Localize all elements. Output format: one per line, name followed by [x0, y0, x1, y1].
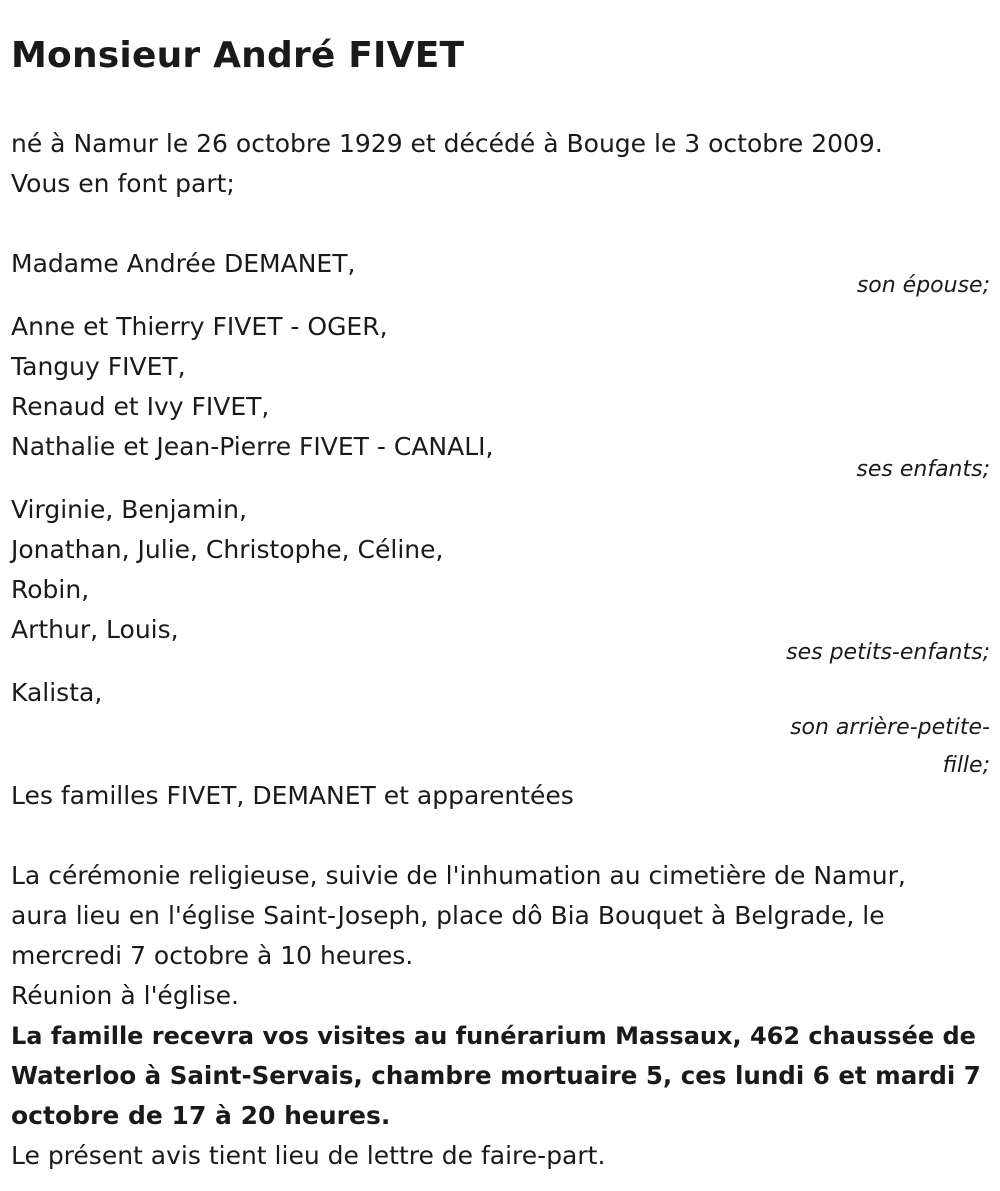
grandchild-entry: Arthur, Louis,: [11, 615, 179, 644]
great-grandchild-name: Kalista,: [11, 678, 103, 707]
grandchild-entry: Robin,: [11, 575, 90, 604]
child-entry: Anne et Thierry FIVET - OGER,: [11, 312, 388, 341]
spouse-role: son épouse;: [856, 273, 990, 298]
child-entry: Tanguy FIVET,: [11, 352, 186, 381]
visits-line: Waterloo à Saint-Servais, chambre mortuaire 5, ces lundi 6 et mardi 7: [11, 1061, 981, 1090]
families-line: Les familles FIVET, DEMANET et apparentées: [11, 781, 574, 810]
ceremony-line: mercredi 7 octobre à 10 heures.: [11, 941, 414, 970]
spouse-name: Madame Andrée DEMANET,: [11, 249, 356, 278]
grandchildren-role: ses petits-enfants;: [786, 640, 990, 665]
child-entry: Renaud et Ivy FIVET,: [11, 392, 270, 421]
grandchild-entry: Virginie, Benjamin,: [11, 495, 247, 524]
children-role: ses enfants;: [856, 457, 990, 482]
visits-line: octobre de 17 à 20 heures.: [11, 1101, 391, 1130]
child-entry: Nathalie et Jean-Pierre FIVET - CANALI,: [11, 432, 494, 461]
intro-block: [11, 124, 990, 204]
ceremony-block: [11, 856, 990, 1176]
great-grandchild-role-line2: fille;: [942, 753, 990, 778]
ceremony-line: aura lieu en l'église Saint-Joseph, place dô Bia Bouquet à Belgrade, le: [11, 901, 885, 930]
closing-line: Le présent avis tient lieu de lettre de faire-part.: [11, 1141, 606, 1170]
visits-line: La famille recevra vos visites au funérarium Massaux, 462 chaussée de: [11, 1022, 976, 1050]
meeting-line: Réunion à l'église.: [11, 981, 239, 1010]
families-block: [11, 776, 990, 816]
grandchild-entry: Jonathan, Julie, Christophe, Céline,: [11, 535, 444, 564]
great-grandchild-role-line1: son arrière-petite-: [790, 715, 990, 740]
children-block: [11, 307, 990, 489]
announcement-line: Vous en font part;: [11, 169, 235, 198]
deceased-name-title: Monsieur André FIVET: [11, 35, 465, 76]
great-grandchild-block: [11, 673, 990, 785]
grandchildren-block: [11, 490, 990, 672]
birth-death-line: né à Namur le 26 octobre 1929 et décédé à Bouge le 3 octobre 2009.: [11, 129, 883, 158]
ceremony-line: La cérémonie religieuse, suivie de l'inhumation au cimetière de Namur,: [11, 861, 906, 890]
spouse-block: [11, 244, 990, 305]
great-grandchild-role: [11, 709, 990, 785]
